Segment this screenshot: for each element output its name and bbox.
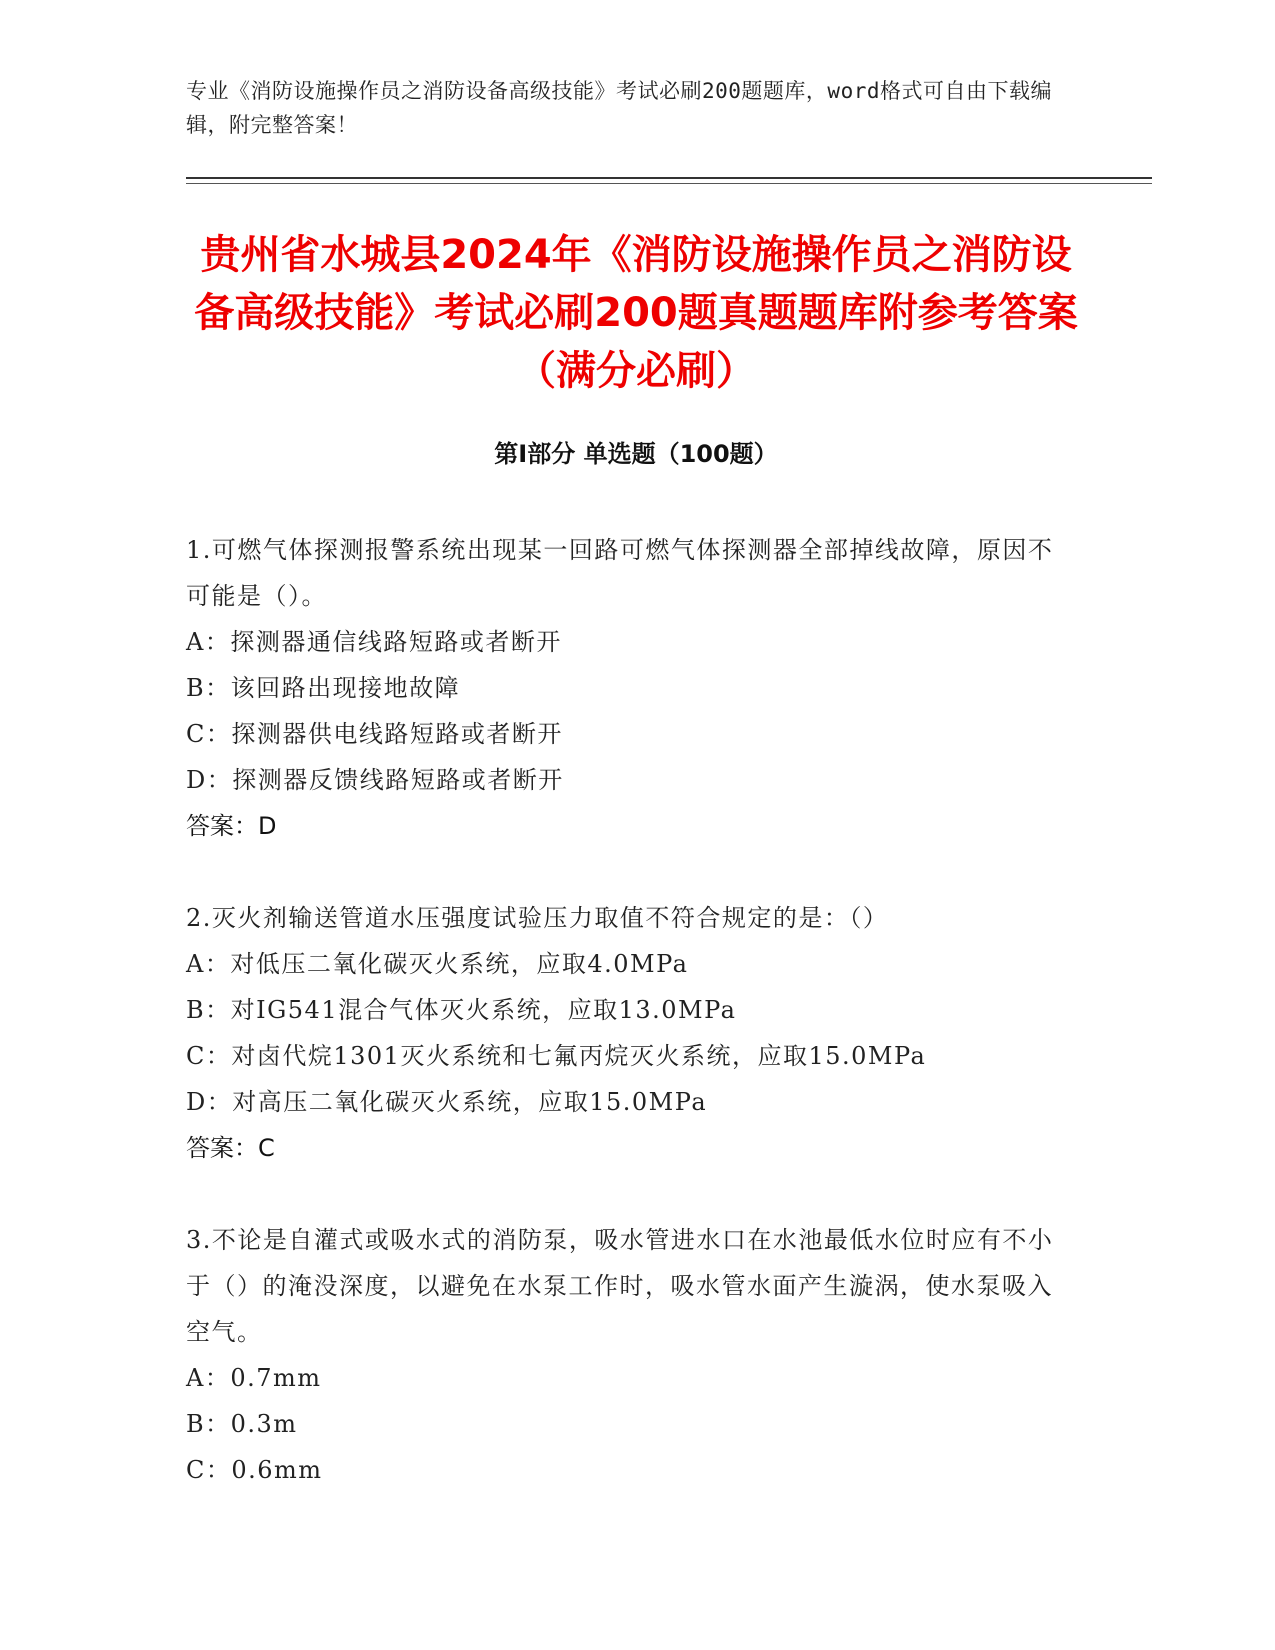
option-b: B：该回路出现接地故障 [186,674,461,702]
question-stem: 3.不论是自灌式或吸水式的消防泵，吸水管进水口在水池最低水位时应有不小于（）的淹没深度，以避免在水泵工作时，吸水管水面产生漩涡，使水泵吸入空气。 [186,1226,1054,1346]
question-stem: 1.可燃气体探测报警系统出现某一回路可燃气体探测器全部掉线故障，原因不可能是（）。 [186,536,1054,610]
option-c: C：对卤代烷1301灭火系统和七氟丙烷灭火系统，应取15.0MPa [186,1042,927,1070]
question-3 [186,1217,1066,1493]
option-a: A：0.7mm [186,1364,322,1392]
section-title: 第Ⅰ部分 单选题（100题） [494,440,778,468]
option-b: B：对IG541混合气体灭火系统，应取13.0MPa [186,996,737,1024]
answer: 答案：C [186,1134,275,1162]
option-a: A：探测器通信线路短路或者断开 [186,628,562,656]
header-divider-thin [186,183,1152,184]
option-c: C：0.6mm [186,1456,323,1484]
option-c: C：探测器供电线路短路或者断开 [186,720,563,748]
question-stem: 2.灭火剂输送管道水压强度试验压力取值不符合规定的是：（） [186,904,889,932]
header-divider-thick [186,177,1152,179]
answer: 答案：D [186,812,277,840]
option-d: D：对高压二氧化碳灭火系统，应取15.0MPa [186,1088,708,1116]
option-d: D：探测器反馈线路短路或者断开 [186,766,564,794]
option-a: A：对低压二氧化碳灭火系统，应取4.0MPa [186,950,689,978]
header-note: 专业《消防设施操作员之消防设备高级技能》考试必刷200题题库，word格式可自由下载编辑，附完整答案！ [186,79,1052,137]
question-list [186,527,1066,1539]
document-title: 贵州省水城县2024年《消防设施操作员之消防设备高级技能》考试必刷200题真题题库附参考答案（满分必刷） [194,232,1078,394]
option-b: B：0.3m [186,1410,298,1438]
question-1 [186,527,1066,849]
question-2 [186,895,1066,1171]
